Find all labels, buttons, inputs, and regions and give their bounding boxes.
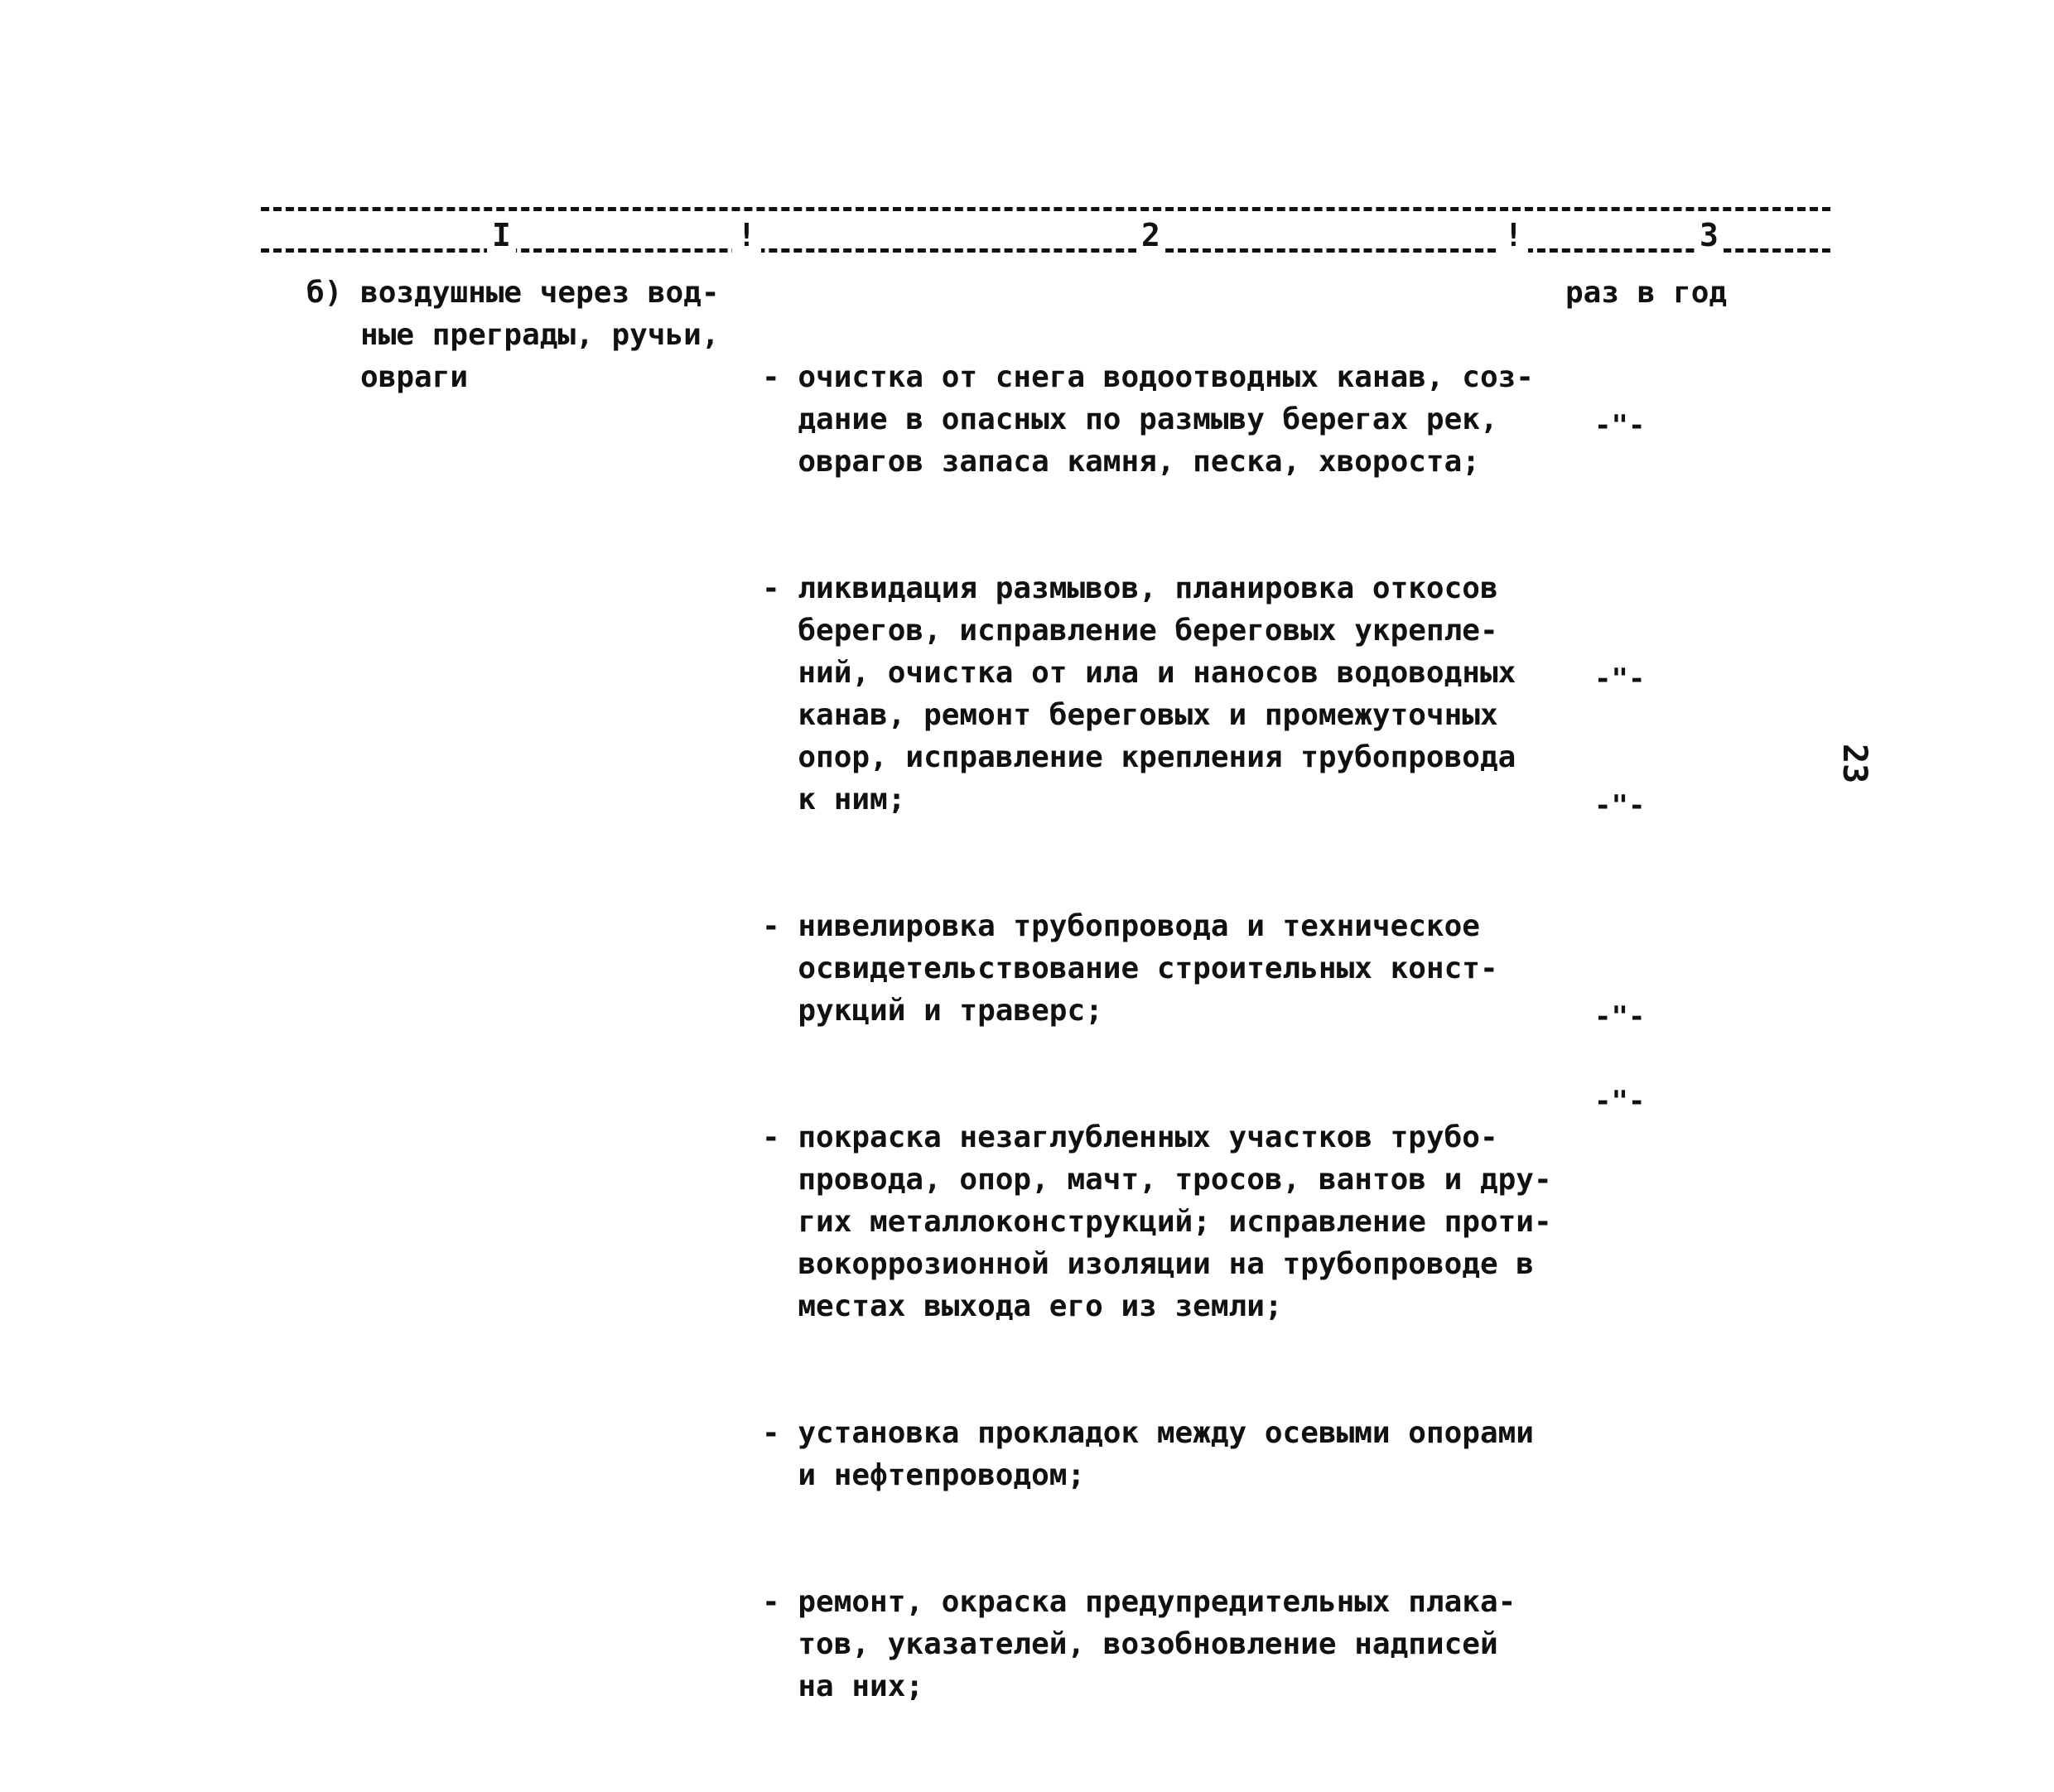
work-item: - установка прокладок между осевыми опорами и нефтепроводом; — [762, 1416, 1534, 1492]
work-item: - покраска незаглубленных участков трубо- провода, опор, мачт, тросов, вантов и дру- гих металлоконструкций; исправление проти- вокоррозионной изоляции на трубопроводе в местах выхода его из земли; — [762, 1120, 1552, 1323]
work-item: - нивелировка трубопровода и техническое освидетельствование строительных конст- рукций и траверс; — [762, 909, 1498, 1028]
frequency-ditto: -"- — [1594, 1000, 1646, 1033]
column-header-2: 2 — [1136, 217, 1165, 253]
frequency-first: раз в год — [1565, 276, 1728, 310]
work-item: - ремонт, окраска предупредительных плака- тов, указателей, возобновление надписей на них; — [762, 1585, 1516, 1703]
column-header-1: I — [487, 217, 516, 253]
works-list — [762, 272, 1552, 1792]
column-header-3: 3 — [1695, 217, 1724, 253]
work-item: - очистка от снега водоотводных канав, соз- дание в опасных по размыву берегах рек, оврагов запаса камня, песка, хвороста; — [762, 360, 1534, 479]
column-separator-1: ! — [732, 217, 761, 253]
header-top-rule — [261, 207, 1830, 211]
frequency-ditto: -"- — [1594, 789, 1646, 822]
work-item: - ликвидация размывов, планировка откосов берегов, исправление береговых укрепле- ний, очистка от ила и наносов водоводных канав, ремонт береговых и промежуточных опор, исправление крепления трубопровода к ним; — [762, 571, 1516, 817]
frequency-ditto: -"- — [1594, 1085, 1646, 1118]
frequency-ditto: -"- — [1594, 662, 1646, 696]
frequency-ditto: -"- — [1594, 409, 1646, 442]
page-number: 23 — [1835, 744, 1873, 784]
object-type-cell: б) воздушные через вод- ные преграды, ручьи, овраги — [306, 276, 720, 394]
column-separator-2: ! — [1499, 217, 1528, 253]
